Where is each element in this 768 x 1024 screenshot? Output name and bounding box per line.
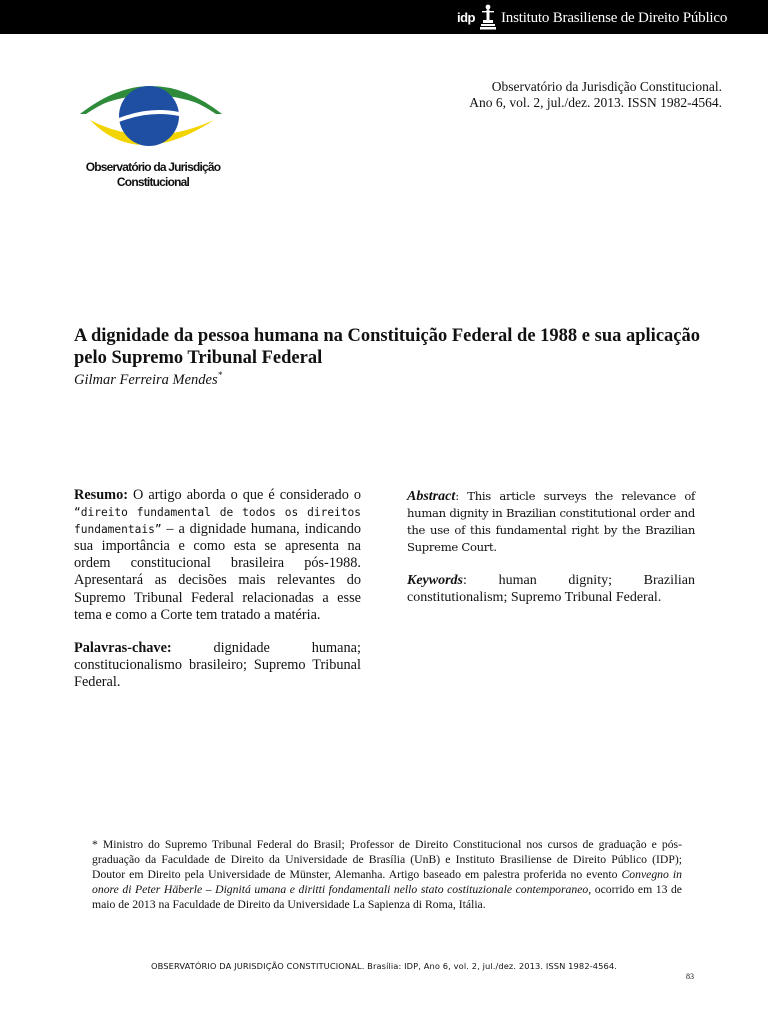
logo-caption <box>72 160 234 190</box>
publisher-name: Instituto Brasiliense de Direito Público <box>501 10 728 26</box>
journal-citation <box>382 79 722 111</box>
author-name: Gilmar Ferreira Mendes <box>74 372 218 388</box>
header-bar <box>0 0 768 34</box>
page-number: 83 <box>686 972 694 981</box>
abstract-column <box>407 488 695 622</box>
palavras-chave-label: Palavras-chave: <box>74 639 172 656</box>
resumo-quote: “direito fundamental de todos os direitos fundamentais” <box>74 506 361 537</box>
resumo-text-a: O artigo aborda o que é considerado o <box>128 487 361 503</box>
logo-caption-line2: Constitucional <box>116 175 190 189</box>
observatorio-logo-icon <box>78 72 224 158</box>
author-footnote-mark: * <box>217 370 223 380</box>
resumo-column <box>74 487 361 707</box>
abstract-paragraph <box>407 488 695 556</box>
resumo-label: Resumo: <box>74 487 129 503</box>
justice-statue-icon <box>479 3 497 31</box>
resumo-paragraph <box>74 487 361 624</box>
abstract-label: Abstract <box>407 489 456 504</box>
keywords-paragraph <box>407 572 695 606</box>
abstract-text: : This article surveys the relevance of human dignity in Brazilian constitutional order and the use of this fundamental right by the Brazilian Supreme Court. <box>407 489 695 554</box>
logo-caption-line1: Observatório da Jurisdição <box>85 160 221 174</box>
footnote-text-a: * Ministro do Supremo Tribunal Federal do Brasil; Professor de Direito Constitucional nos cursos de graduação e pós-graduação da Faculdade de Direito da Universidade de Brasília (UnB) e Instituto Brasiliense de Direito Público (IDP); Doutor em Direito pela Universidade de Münster, Alemanha. Artigo baseado em palestra proferida no evento <box>92 838 682 881</box>
journal-citation-line2: Ano 6, vol. 2, jul./dez. 2013. ISSN 1982-4564. <box>469 95 722 110</box>
resumo-text-b: – a dignidade humana, indicando sua importância e como esta se apresenta na ordem constitucional brasileira pós-1988. Apresentará as decisões mais relevantes do Supremo Tribunal Federal relacionadas a esse tema e como a Corte tem tratado a matéria. <box>74 521 361 623</box>
article-author <box>74 370 222 389</box>
footnote-event: Convegno in onore di Peter Häberle – Dignitá umana e diritti fondamentali nello stato costituzionale contemporaneo <box>92 868 682 896</box>
running-footer: OBSERVATÓRIO DA JURISDIÇÃO CONSTITUCIONAL. Brasília: IDP, Ano 6, vol. 2, jul./dez. 2013. ISSN 1982-4564. <box>150 961 618 971</box>
author-footnote <box>92 837 682 912</box>
keywords-text: : human dignity; Brazilian constitutionalism; Supremo Tribunal Federal. <box>407 573 695 605</box>
article-title: A dignidade da pessoa humana na Constituição Federal de 1988 e sua aplicação pelo Supremo Tribunal Federal <box>74 326 700 368</box>
journal-citation-line1: Observatório da Jurisdição Constitucional. <box>491 79 722 94</box>
palavras-chave-text: dignidade humana; constitucionalismo brasileiro; Supremo Tribunal Federal. <box>74 639 361 690</box>
footnote-text-b: , ocorrido em 13 de maio de 2013 na Faculdade de Direito da Universidade La Sapienza di Roma, Itália. <box>92 883 682 911</box>
palavras-chave-paragraph <box>74 640 361 691</box>
keywords-label: Keywords <box>407 573 463 588</box>
publisher-mark: idp <box>457 10 475 25</box>
